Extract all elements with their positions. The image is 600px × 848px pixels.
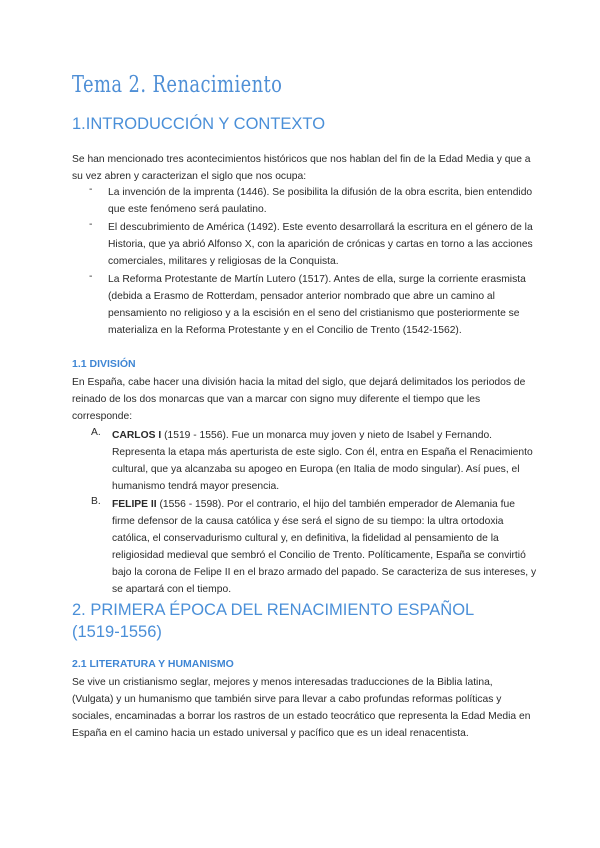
item-felipe-ii [112,496,537,598]
subsection-1-1-heading: 1.1 DIVISIÓN [72,358,136,370]
subsection-2-1-heading: 2.1 LITERATURA Y HUMANISMO [72,658,234,670]
subsection-2-1-text: Se vive un cristianismo seglar, mejores y menos interesadas traducciones de la Biblia latina, (Vulgata) y un humanismo que también sirve para llevar a cabo profundas reformas políticas y sociales, encaminadas a borrar los rastros de un estado teocrático que representa la Edad Media en España en el camino hacia un estado universal y pacífico que es un ideal renacentista. [72,677,531,739]
document-title: Tema 2. Renacimiento [72,72,283,98]
list-marker-a: A. [91,427,101,438]
carlos-i-text: (1519 - 1556). Fue un monarca muy joven y nieto de Isabel y Fernando. Representa la etapa más aperturista de este siglo. Con él, entra en España el Renacimiento cultural, que ya alcanzaba su apogeo en Europa (en Italia de modo singular). Así pues, el humanismo tendrá mayor presencia. [112,430,533,492]
felipe-ii-text: (1556 - 1598). Por el contrario, el hijo del también emperador de Alemania fue firme defensor de la causa católica y ése será el signo de su tiempo: la ultra ortodoxia católica, el conservadurismo cultural y, en definitiva, la fidelidad al pensamiento de la religiosidad medieval que sembró el Concilio de Trento. Políticamente, España se convirtió bajo la corona de Felipe II en el brazo armado del papado. Se caracteriza de sus intereses, y se apartará con el tiempo. [112,499,537,595]
felipe-ii-name: FELIPE II [112,499,157,510]
bullet-reforma: La Reforma Protestante de Martín Lutero (1517). Antes de ella, surge la corriente erasmista (debida a Erasmo de Rotterdam, pensador anterior nombrado que abre un camino al pensamiento no religioso y a la escisión en el seno del cristianismo que posteriormente se materializa en la Reforma Protestante y en el Concilio de Trento (1542-1562). [108,274,526,336]
section-2-heading: 2. PRIMERA ÉPOCA DEL RENACIMIENTO ESPAÑOL (1519-1556) [72,601,474,641]
carlos-i-name: CARLOS I [112,430,162,441]
section-1-heading: 1.INTRODUCCIÓN Y CONTEXTO [72,115,326,133]
item-carlos-i [112,427,537,495]
subsection-1-1-intro: En España, cabe hacer una división hacia la mitad del siglo, que dejará delimitados los periodos de reinado de los dos monarcas que van a marcar con signo muy diferente el tiempo que les corresponde: [72,377,526,422]
bullet-marker: - [89,271,93,282]
bullet-printing-press: La invención de la imprenta (1446). Se posibilita la difusión de la obra escrita, bien entendido que este fenómeno será paulatino. [108,187,533,215]
bullet-marker: - [89,184,93,195]
bullet-marker: - [89,219,93,230]
section-1-intro: Se han mencionado tres acontecimientos históricos que nos hablan del fin de la Edad Media y que a su vez abren y caracterizan el siglo que nos ocupa: [72,154,531,182]
bullet-america: El descubrimiento de América (1492). Este evento desarrollará la escritura en el género de la Historia, que ya abrió Alfonso X, con la aparición de crónicas y cartas en torno a las acciones comerciales, militares y religiosas de la Conquista. [108,222,533,267]
list-marker-b: B. [91,496,101,507]
